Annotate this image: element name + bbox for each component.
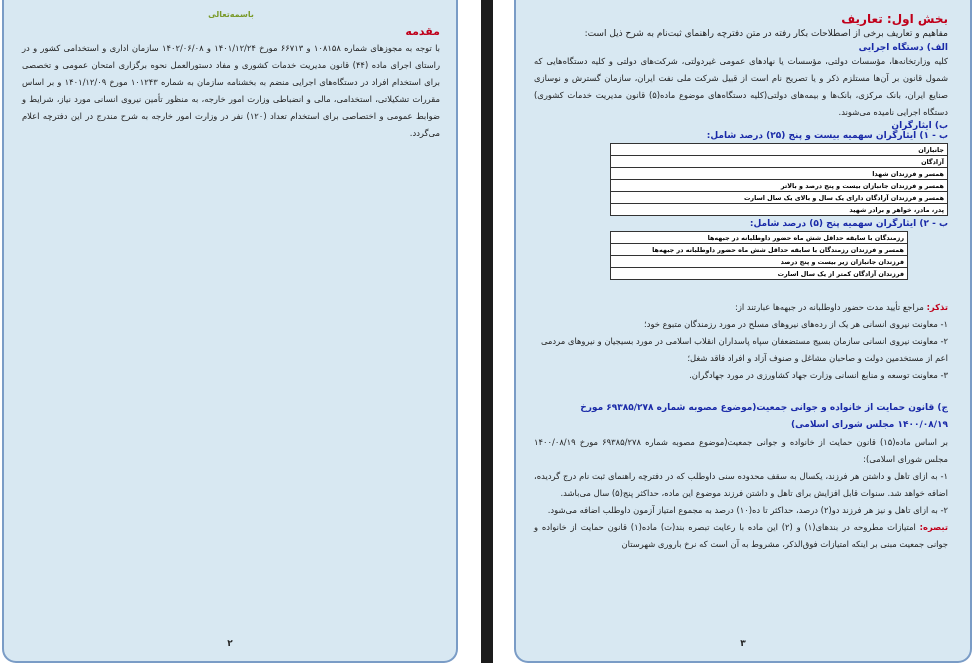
page-number: ۲ [227,639,233,649]
table-cell: همسر و فرزندان رزمندگان با سابقه حداقل شش ماه حضور داوطلبانه در جبهه‌ها [611,244,908,256]
note-item: ۱- معاونت نیروی انسانی هر یک از رده‌های نیروهای مسلح در مورد رزمندگان متبوع خود؛ [644,319,948,329]
tabsare-paragraph [534,519,948,553]
table-cell: همسر و فرزندان شهدا [611,168,948,180]
tabsare-text: امتیازات مطروحه در بندهای(۱) و (۲) این ماده با رعایت تبصره بند(ت) ماده(۱) قانون حمایت از خانواده و جوانی جمعیت مبنی بر اینکه امتیازات فوق‌الذکر، مشروط به آن است که نرخ باروری شهرستان [534,522,948,549]
table-cell: رزمندگان با سابقه حداقل شش ماه حضور داوطلبانه در جبهه‌ها [611,232,908,244]
alef-heading: الف) دستگاه اجرایی [858,43,948,53]
note-text: مراجع تأیید مدت حضور داوطلبانه در جبهه‌ها عبارتند از: [735,302,927,312]
table-row [611,168,948,180]
table-cell: فرزندان آزادگان کمتر از یک سال اسارت [611,268,908,280]
intro-paragraph: با توجه به مجوزهای شماره ۱۰۸۱۵۸ و ۶۶۷۱۳ مورخ ۱۴۰۱/۱۲/۲۴ و ۱۴۰۲/۰۶/۰۸ سازمان اداری و استخدامی کشور و در راستای اجرای ماده (۴۴) قانون مدیریت خدمات کشوری و مفاد دستورالعمل نحوه برگزاری امتحان عمومی و تخصصی برای استخدام افراد در دستگاه‌های اجرایی منضم به بخشنامه سازمان به شماره ۱۰۱۲۴۳ مورخ ۱۴۰۱/۱۲/۰۹ و بر اساس مقررات تشکیلاتی، استخدامی، مالی و انضباطی وزارت امور خارجه، به منظور تأمین نیروی انسانی مورد نیاز، شرایط و ضوابط عمومی و اختصاصی برای استخدام تعداد (۱۲۰) نفر در وزارت امور خارجه به شرح مندرج در این دفترچه اعلام می‌گردد. [22,43,441,138]
table-row [611,268,908,280]
jim-heading: ج) قانون حمایت از خانواده و جوانی جمعیت(موضوع مصوبه شماره ۶۹۳۸۵/۲۷۸ مورخ ۱۴۰۰/۰۸/۱۹ مجلس شورای اسلامی) [580,403,948,430]
right-page [514,0,972,663]
table-cell: جانبازان [611,144,948,156]
section-title: بخش اول: تعاریف [841,12,948,26]
page-divider [481,0,493,663]
alef-paragraph: کلیه وزارتخانه‌ها، مؤسسات دولتی، مؤسسات یا نهادهای عمومی غیردولتی، شرکت‌های دولتی و کلیه دستگاه‌هایی که شمول قانون بر آن‌ها مستلزم ذکر و یا تصریح نام است از قبیل شرکت ملی نفت ایران، سازمان گسترش و نوسازی صنایع ایران، بانک مرکزی، بانک‌ها و بیمه‌های دولتی(کلیه دستگاه‌های موضوع ماده(۵) قانون مدیریت خدمات کشوری) دستگاه اجرایی نامیده می‌شوند. [534,56,948,117]
note-item: ۲- معاونت نیروی انسانی سازمان بسیج مستضعفان سپاه پاسداران انقلاب اسلامی در مورد بسیجیان و نیروهای مردمی اعم از مستخدمین دولت و صاحبان مشاغل و صنوف آزاد و افراد فاقد شغل؛ [540,336,948,363]
intro-heading: مقدمه [405,25,440,38]
table-cell: فرزندان جانبازان زیر بیست و پنج درصد [611,256,908,268]
note-line [534,299,948,316]
left-page [2,0,458,663]
note-item: ۳- معاونت توسعه و منابع انسانی وزارت جهاد کشاورزی در مورد جهادگران. [689,370,948,380]
table-row [611,156,948,168]
be2-table [610,231,908,280]
jim-item: ۲- به ازای تاهل و نیز هر فرزند دو(۲) درصد، حداکثر تا ده(۱۰) درصد به مجموع امتیاز آزمون داوطلب اضافه می‌شود. [547,505,948,515]
be1-heading: ب - ۱) ایثارگران سهمیه بیست و پنج (۲۵) درصد شامل: [706,131,948,141]
tabsare-label: تبصره: [919,522,948,532]
table-row [611,144,948,156]
table-row [611,256,908,268]
table-cell: همسر و فرزندان آزادگان دارای یک سال و بالای یک سال اسارت [611,192,948,204]
page-number: ۳ [516,637,970,649]
jim-item: ۱- به ازای تاهل و داشتن هر فرزند، یکسال به سقف محدوده سنی داوطلب که در دفترچه راهنمای ثبت نام درج گردیده، اضافه خواهد شد. سنوات قابل افزایش برای تاهل و داشتن فرزند موضوع این ماده، حداکثر پنج(۵) سال می‌باشد. [534,471,948,498]
table-row [611,232,908,244]
note-label: تذکر: [926,302,948,312]
be2-heading: ب - ۲) ایثارگران سهمیه پنج (۵) درصد شامل: [749,219,948,229]
table-cell: همسر و فرزندان جانبازان بیست و پنج درصد و بالاتر [611,180,948,192]
table-row [611,204,948,216]
table-cell: پدر، مادر، خواهر و برادر شهید [611,204,948,216]
definitions-intro: مفاهیم و تعاریف برخی از اصطلاحات بکار رفته در متن دفترچه راهنمای ثبت‌نام به شرح ذیل است: [584,29,948,39]
be-heading: ب) ایثارگران [891,121,948,131]
be1-table [610,143,948,216]
table-row [611,244,908,256]
table-row [611,180,948,192]
table-row [611,192,948,204]
table-cell: آزادگان [611,156,948,168]
jim-paragraph: بر اساس ماده(۱۵) قانون حمایت از خانواده و جوانی جمعیت(موضوع مصوبه شماره ۶۹۳۸۵/۲۷۸ مورخ ۱۴۰۰/۰۸/۱۹ مجلس شورای اسلامی): [534,437,948,464]
basmala: باسمه‌تعالی [208,10,254,19]
